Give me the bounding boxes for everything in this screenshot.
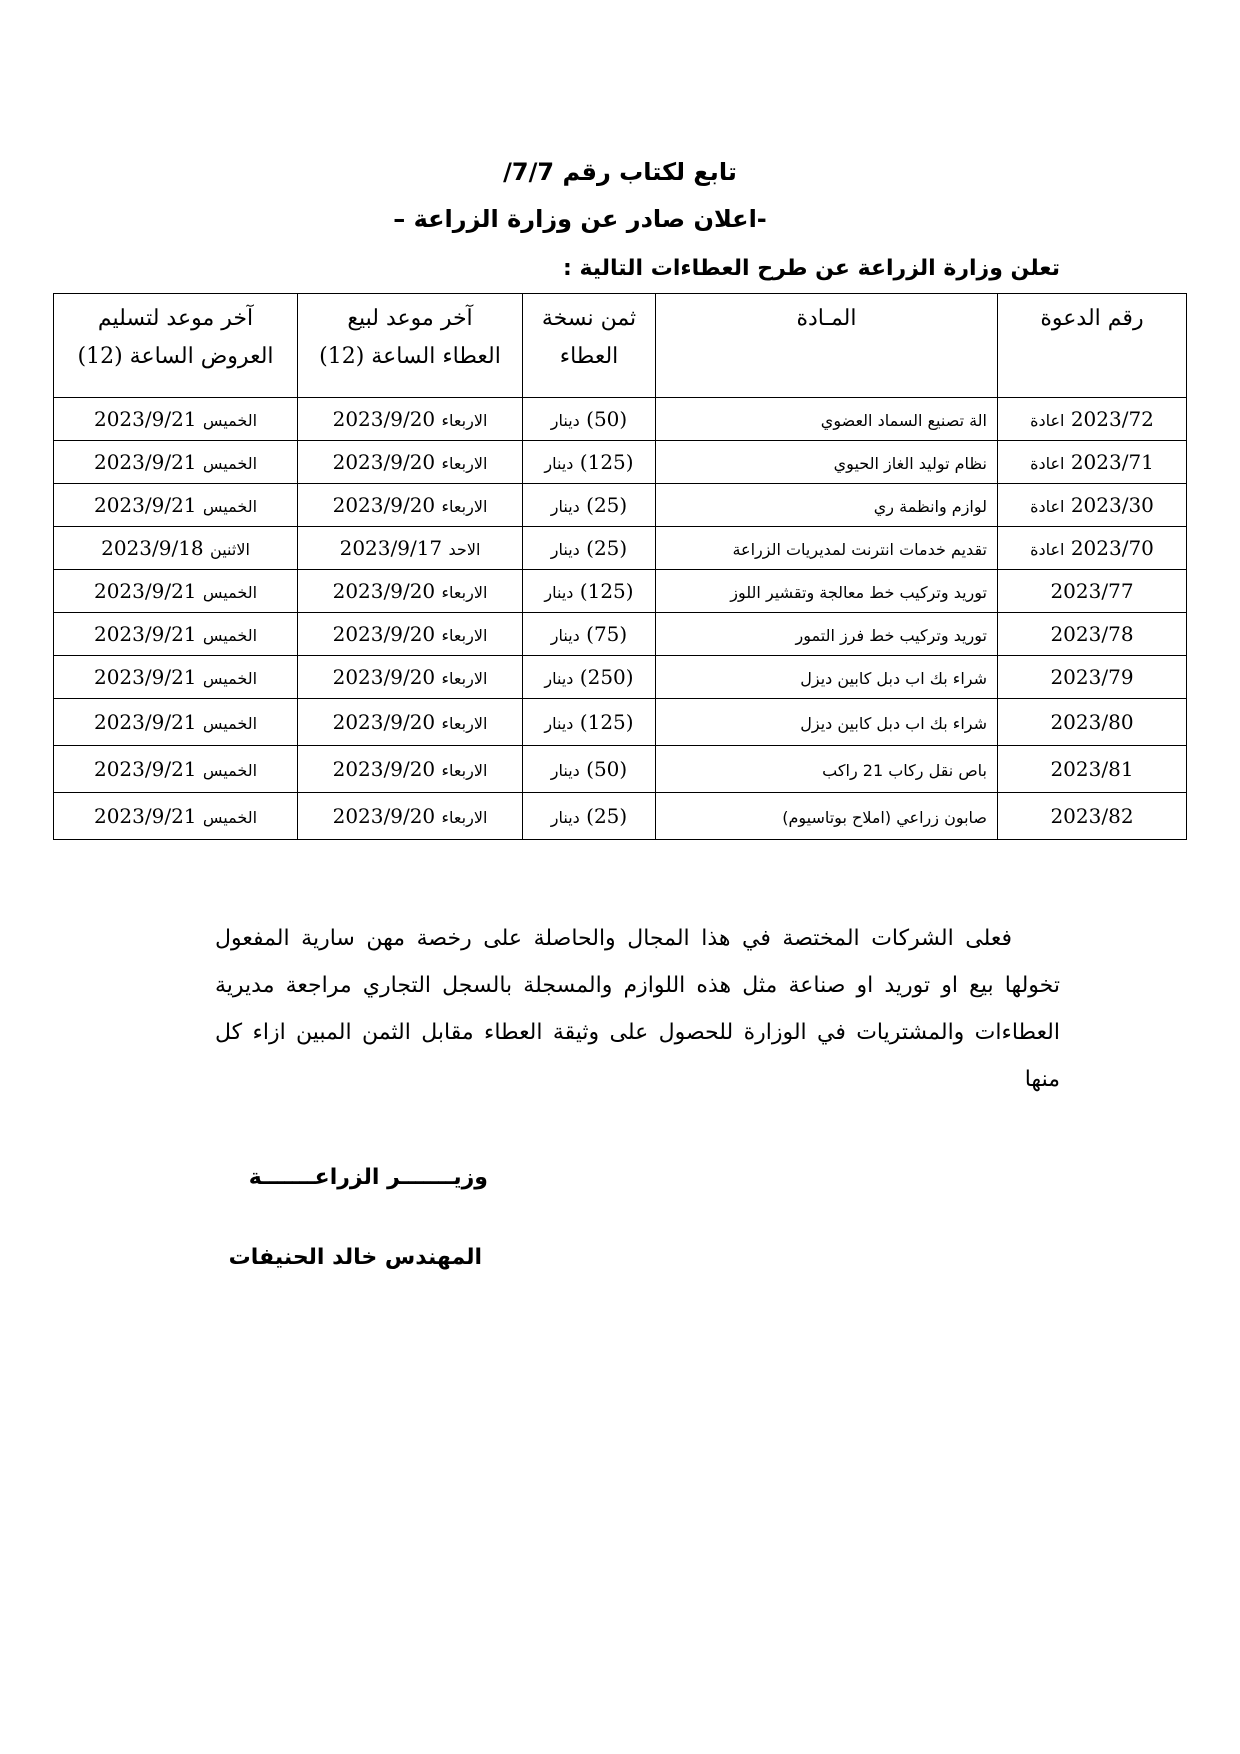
- invitation-number: 2023/82: [1050, 804, 1134, 828]
- sale-date: 2023/9/17: [339, 536, 443, 560]
- sale-date: 2023/9/20: [332, 710, 436, 734]
- price-unit: دينار: [550, 411, 580, 430]
- table-row: [54, 656, 1187, 699]
- invitation-number: 2023/30: [1070, 493, 1154, 517]
- sale-date: 2023/9/20: [332, 579, 436, 603]
- letter-reference: تابع لكتاب رقم 7/7/: [503, 158, 737, 186]
- sale-day: الاربعاء: [441, 454, 488, 473]
- cell-invitation-no: [998, 570, 1187, 613]
- cell-last-delivery: [54, 570, 298, 613]
- price-unit: دينار: [550, 626, 580, 645]
- cell-last-delivery: [54, 613, 298, 656]
- price-value: (25): [586, 536, 628, 560]
- table-header-row: [54, 294, 1187, 398]
- price-value: (25): [586, 804, 628, 828]
- cell-last-sale: [298, 746, 523, 793]
- cell-subject: [656, 656, 998, 699]
- price-unit: دينار: [544, 714, 574, 733]
- delivery-day: الاثنين: [210, 540, 250, 559]
- cell-last-sale: [298, 527, 523, 570]
- sale-date: 2023/9/20: [332, 493, 436, 517]
- sale-day: الاربعاء: [441, 497, 488, 516]
- invitation-number: 2023/81: [1050, 757, 1134, 781]
- delivery-date: 2023/9/21: [93, 493, 197, 517]
- subject-text: لوازم وانظمة ري: [873, 497, 987, 516]
- cell-copy-price: [523, 398, 656, 441]
- sale-day: الاحد: [448, 540, 481, 559]
- delivery-day: الخميس: [202, 669, 258, 688]
- delivery-day: الخميس: [202, 808, 258, 827]
- cell-last-delivery: [54, 699, 298, 746]
- cell-last-delivery: [54, 398, 298, 441]
- subject-text: صابون زراعي (املاح بوتاسيوم): [782, 808, 987, 827]
- cell-copy-price: [523, 746, 656, 793]
- header-subject: المـادة: [656, 294, 998, 398]
- header-last-sale-line1: آخر موعد لبيع: [347, 306, 473, 331]
- cell-last-sale: [298, 699, 523, 746]
- invitation-suffix: اعادة: [1030, 411, 1065, 430]
- cell-last-delivery: [54, 746, 298, 793]
- price-value: (25): [586, 493, 628, 517]
- header-last-delivery: [54, 294, 298, 398]
- invitation-number: 2023/79: [1050, 665, 1134, 689]
- price-unit: دينار: [544, 454, 574, 473]
- invitation-number: 2023/77: [1050, 579, 1134, 603]
- header-last-sale: [298, 294, 523, 398]
- invitation-suffix: اعادة: [1030, 454, 1065, 473]
- table-row: [54, 570, 1187, 613]
- invitation-number: 2023/72: [1070, 407, 1154, 431]
- subject-text: تقديم خدمات انترنت لمديريات الزراعة: [732, 540, 987, 559]
- price-value: (125): [579, 450, 634, 474]
- table-row: [54, 398, 1187, 441]
- cell-last-delivery: [54, 441, 298, 484]
- price-unit: دينار: [550, 497, 580, 516]
- subject-text: توريد وتركيب خط فرز التمور: [795, 626, 987, 645]
- price-value: (75): [586, 622, 628, 646]
- cell-last-sale: [298, 656, 523, 699]
- instructions-paragraph: [215, 915, 1060, 1103]
- subject-text: الة تصنيع السماد العضوي: [820, 411, 987, 430]
- cell-last-sale: [298, 793, 523, 840]
- subject-text: توريد وتركيب خط معالجة وتقشير اللوز: [730, 583, 987, 602]
- delivery-date: 2023/9/21: [93, 665, 197, 689]
- table-row: [54, 527, 1187, 570]
- delivery-day: الخميس: [202, 626, 258, 645]
- header-copy-price-line1: ثمن نسخة: [541, 306, 637, 331]
- price-unit: دينار: [550, 808, 580, 827]
- subject-text: شراء بك اب دبل كابين ديزل: [800, 714, 987, 733]
- cell-copy-price: [523, 441, 656, 484]
- cell-invitation-no: [998, 613, 1187, 656]
- cell-subject: [656, 699, 998, 746]
- cell-copy-price: [523, 527, 656, 570]
- cell-invitation-no: [998, 527, 1187, 570]
- delivery-day: الخميس: [202, 454, 258, 473]
- cell-copy-price: [523, 484, 656, 527]
- cell-copy-price: [523, 613, 656, 656]
- sale-day: الاربعاء: [441, 808, 488, 827]
- delivery-day: الخميس: [202, 714, 258, 733]
- header-copy-price-line2: العطاء: [559, 344, 619, 369]
- table-body: [54, 398, 1187, 840]
- subject-text: شراء بك اب دبل كابين ديزل: [800, 669, 987, 688]
- cell-invitation-no: [998, 484, 1187, 527]
- cell-last-sale: [298, 398, 523, 441]
- invitation-number: 2023/80: [1050, 710, 1134, 734]
- delivery-date: 2023/9/21: [93, 757, 197, 781]
- header-last-delivery-line1: آخر موعد لتسليم: [97, 306, 254, 331]
- cell-last-delivery: [54, 793, 298, 840]
- sale-day: الاربعاء: [441, 411, 488, 430]
- signature-title: وزيـــــــر الزراعـــــــة: [248, 1165, 488, 1190]
- cell-subject: [656, 746, 998, 793]
- sale-day: الاربعاء: [441, 761, 488, 780]
- cell-invitation-no: [998, 699, 1187, 746]
- subject-text: نظام توليد الغاز الحيوي: [833, 454, 987, 473]
- price-unit: دينار: [544, 583, 574, 602]
- table-row: [54, 746, 1187, 793]
- cell-invitation-no: [998, 793, 1187, 840]
- sale-day: الاربعاء: [441, 583, 488, 602]
- cell-last-sale: [298, 484, 523, 527]
- cell-subject: [656, 398, 998, 441]
- sale-date: 2023/9/20: [332, 665, 436, 689]
- cell-invitation-no: [998, 746, 1187, 793]
- sale-date: 2023/9/20: [332, 450, 436, 474]
- cell-invitation-no: [998, 398, 1187, 441]
- cell-subject: [656, 793, 998, 840]
- cell-last-sale: [298, 613, 523, 656]
- delivery-date: 2023/9/21: [93, 622, 197, 646]
- delivery-day: الخميس: [202, 497, 258, 516]
- sale-date: 2023/9/20: [332, 804, 436, 828]
- header-invitation-no: رقم الدعوة: [998, 294, 1187, 398]
- invitation-number: 2023/71: [1070, 450, 1154, 474]
- price-value: (50): [586, 757, 628, 781]
- table-row: [54, 613, 1187, 656]
- price-unit: دينار: [550, 540, 580, 559]
- cell-invitation-no: [998, 656, 1187, 699]
- cell-subject: [656, 613, 998, 656]
- sale-day: الاربعاء: [441, 714, 488, 733]
- table-row: [54, 441, 1187, 484]
- cell-invitation-no: [998, 441, 1187, 484]
- cell-subject: [656, 441, 998, 484]
- table-row: [54, 484, 1187, 527]
- delivery-date: 2023/9/21: [93, 450, 197, 474]
- cell-subject: [656, 570, 998, 613]
- sale-date: 2023/9/20: [332, 757, 436, 781]
- header-last-delivery-line2: العروض الساعة (12): [77, 344, 274, 369]
- cell-last-sale: [298, 570, 523, 613]
- subject-text: باص نقل ركاب 21 راكب: [822, 761, 987, 780]
- announcement-intro: تعلن وزارة الزراعة عن طرح العطاءات التالية :: [563, 256, 1060, 281]
- invitation-number: 2023/78: [1050, 622, 1134, 646]
- cell-last-sale: [298, 441, 523, 484]
- delivery-day: الخميس: [202, 583, 258, 602]
- header-last-sale-line2: العطاء الساعة (12): [319, 344, 501, 369]
- cell-last-delivery: [54, 484, 298, 527]
- cell-last-delivery: [54, 656, 298, 699]
- sale-day: الاربعاء: [441, 669, 488, 688]
- sale-day: الاربعاء: [441, 626, 488, 645]
- cell-last-delivery: [54, 527, 298, 570]
- delivery-day: الخميس: [202, 411, 258, 430]
- cell-copy-price: [523, 570, 656, 613]
- price-unit: دينار: [550, 761, 580, 780]
- tenders-table: [53, 293, 1187, 840]
- invitation-number: 2023/70: [1070, 536, 1154, 560]
- cell-copy-price: [523, 793, 656, 840]
- cell-subject: [656, 527, 998, 570]
- price-value: (125): [579, 579, 634, 603]
- delivery-date: 2023/9/21: [93, 710, 197, 734]
- delivery-date: 2023/9/18: [101, 536, 204, 560]
- signature-name: المهندس خالد الحنيفات: [228, 1245, 482, 1270]
- price-value: (250): [579, 665, 634, 689]
- cell-copy-price: [523, 699, 656, 746]
- price-value: (50): [586, 407, 628, 431]
- cell-subject: [656, 484, 998, 527]
- sale-date: 2023/9/20: [332, 622, 436, 646]
- invitation-suffix: اعادة: [1030, 540, 1065, 559]
- delivery-date: 2023/9/21: [93, 804, 197, 828]
- table-row: [54, 699, 1187, 746]
- delivery-date: 2023/9/21: [93, 407, 197, 431]
- delivery-date: 2023/9/21: [93, 579, 197, 603]
- invitation-suffix: اعادة: [1030, 497, 1065, 516]
- cell-copy-price: [523, 656, 656, 699]
- instructions-text: فعلى الشركات المختصة في هذا المجال والحاصلة على رخصة مهن سارية المفعول تخولها بيع او توريد او صناعة مثل هذه اللوازم والمسجلة بالسجل التجاري مراجعة مديرية العطاءات والمشتريات في الوزارة للحصول على وثيقة العطاء مقابل الثمن المبين ازاء كل منها: [215, 926, 1060, 1092]
- price-unit: دينار: [544, 669, 574, 688]
- price-value: (125): [579, 710, 634, 734]
- header-copy-price: [523, 294, 656, 398]
- announcement-title: -اعلان صادر عن وزارة الزراعة –: [393, 205, 767, 233]
- sale-date: 2023/9/20: [332, 407, 436, 431]
- delivery-day: الخميس: [202, 761, 258, 780]
- table-row: [54, 793, 1187, 840]
